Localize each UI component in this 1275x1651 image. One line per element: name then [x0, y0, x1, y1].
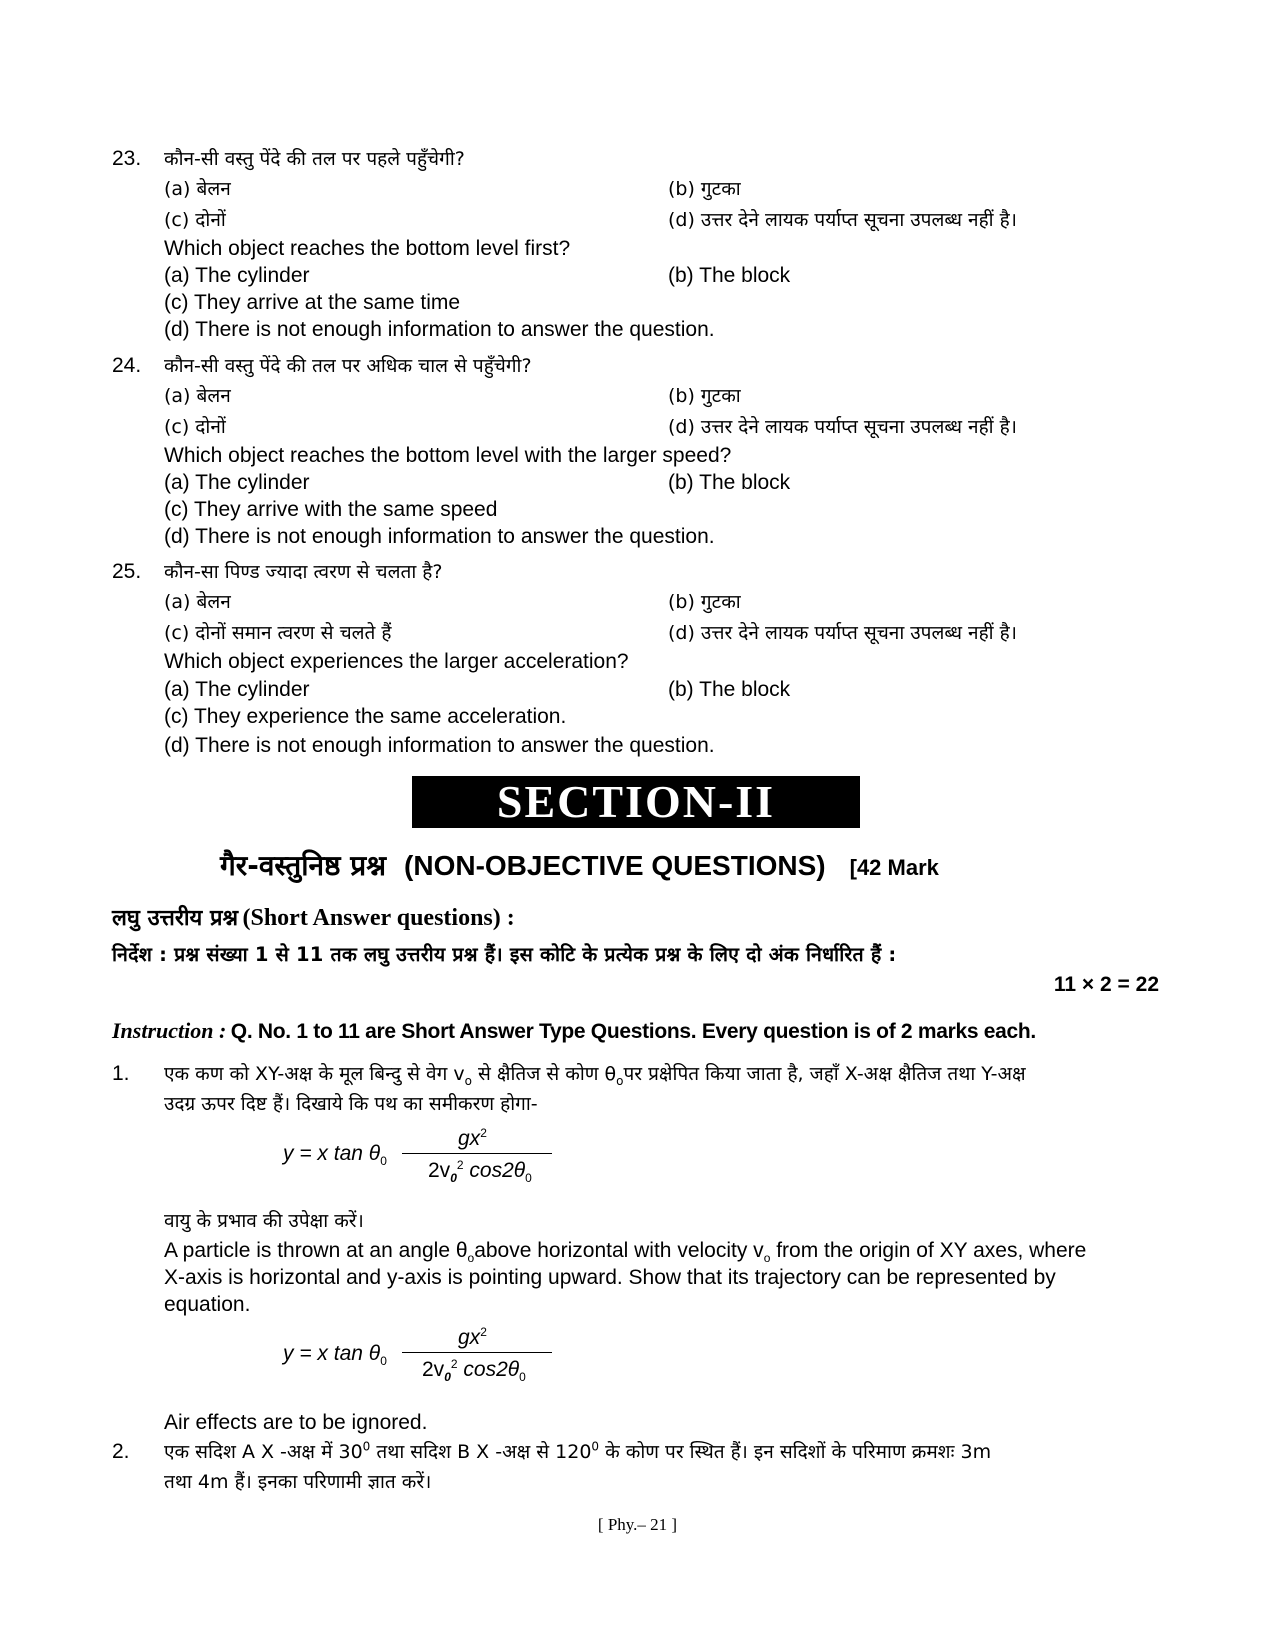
question-english: Which object experiences the larger acceleration? [164, 650, 629, 673]
numerator-text: gx [458, 1326, 481, 1349]
subscript: 0 [519, 1370, 526, 1385]
den-text: cos2θ [469, 1159, 526, 1182]
subscript: 0 [525, 1171, 532, 1186]
option-d-hindi: (d) उत्तर देने लायक पर्याप्त सूचना उपलब्ध नहीं है। [668, 622, 1017, 644]
question-1-english-line2: X-axis is horizontal and y-axis is pointing upward. Show that its trajectory can be represented by [164, 1266, 1056, 1289]
equation-numerator [458, 1126, 487, 1151]
equation-denominator [428, 1158, 532, 1185]
question-1-hindi-line1 [164, 1060, 1160, 1088]
superscript: 2 [480, 1325, 487, 1339]
superscript: 2 [456, 1158, 464, 1172]
question-1-hindi-note: वायु के प्रभाव की उपेक्षा करें। [164, 1210, 364, 1232]
question-2-line2: तथा 4m हैं। इनका परिणामी ज्ञात करें। [164, 1471, 432, 1493]
english-text: above horizontal with velocity v [474, 1239, 764, 1262]
hindi-text: एक कण को XY-अक्ष के मूल बिन्दु से वेग v [164, 1063, 465, 1085]
lhs-text: y = x tan θ [283, 1342, 381, 1365]
short-answer-hindi: लघु उत्तरीय प्रश्न [112, 906, 239, 931]
equation-numerator [458, 1325, 487, 1350]
hindi-text: के कोण पर स्थित हैं। इन सदिशों के परिमाण क्रमशः 3m [605, 1441, 992, 1463]
option-c-hindi: (c) दोनों [164, 416, 226, 438]
option-c-english: (c) They arrive at the same time [164, 291, 461, 314]
option-c-english: (c) They arrive with the same speed [164, 498, 498, 521]
option-b-hindi: (b) गुटका [668, 591, 741, 613]
hindi-text: से क्षैतिज से कोण θ [477, 1063, 617, 1085]
option-a-english: (a) The cylinder [164, 264, 310, 287]
equation-lhs [283, 1342, 387, 1368]
subtitle-english: (NON-OBJECTIVE QUESTIONS) [404, 850, 826, 881]
equation-denominator [422, 1357, 526, 1384]
option-a-english: (a) The cylinder [164, 471, 310, 494]
question-number: 25. [112, 560, 142, 583]
fraction-line [402, 1153, 552, 1154]
option-b-english: (b) The block [668, 678, 791, 701]
option-d-english: (d) There is not enough information to answer the question. [164, 734, 715, 757]
instruction-text: Q. No. 1 to 11 are Short Answer Type Questions. Every question is of 2 marks each. [230, 1020, 1036, 1043]
question-english: Which object reaches the bottom level first? [164, 237, 571, 260]
subscript: o [467, 1251, 475, 1266]
option-c-english: (c) They experience the same acceleration. [164, 705, 567, 728]
question-1-hindi-line2: उदग्र ऊपर दिष्ट हैं। दिखाये कि पथ का समीकरण होगा- [164, 1093, 538, 1115]
marks-formula: 11 × 2 = 22 [1053, 973, 1159, 996]
equation-lhs [283, 1142, 387, 1168]
question-1-english-line3: equation. [164, 1293, 251, 1316]
option-a-english: (a) The cylinder [164, 678, 310, 701]
option-a-hindi: (a) बेलन [164, 385, 231, 407]
lhs-text: y = x tan θ [283, 1142, 381, 1165]
subscript: 0 [444, 1370, 451, 1385]
option-d-hindi: (d) उत्तर देने लायक पर्याप्त सूचना उपलब्ध नहीं है। [668, 416, 1017, 438]
subscript: o [464, 1073, 472, 1088]
question-hindi: कौन-सा पिण्ड ज्यादा त्वरण से चलता है? [164, 561, 443, 583]
short-answer-english: (Short Answer questions) : [242, 905, 515, 931]
superscript: 2 [450, 1357, 458, 1371]
page-footer: [ Phy.– 21 ] [597, 1515, 678, 1534]
den-text: cos2θ [463, 1358, 520, 1381]
short-answer-heading [112, 902, 515, 932]
subtitle-hindi: गैर-वस्तुनिष्ठ प्रश्न [220, 849, 387, 882]
question-number: 23. [112, 147, 142, 170]
question-1-number: 1. [112, 1062, 130, 1085]
option-b-english: (b) The block [668, 264, 791, 287]
section-marks: [42 Mark [849, 855, 939, 880]
question-number: 24. [112, 354, 142, 377]
question-1-english-note: Air effects are to be ignored. [164, 1411, 428, 1434]
option-d-english: (d) There is not enough information to answer the question. [164, 525, 715, 548]
section-title: SECTION-II [412, 776, 860, 828]
question-hindi: कौन-सी वस्तु पेंदे की तल पर पहले पहुँचेगी? [164, 148, 465, 170]
non-objective-heading [220, 846, 939, 884]
subscript: 0 [380, 1154, 387, 1169]
question-hindi: कौन-सी वस्तु पेंदे की तल पर अधिक चाल से पहुँचेगी? [164, 355, 532, 377]
question-2-line1 [164, 1438, 1160, 1464]
hindi-text: तथा सदिश B X -अक्ष से 120 [376, 1441, 592, 1463]
question-2-number: 2. [112, 1440, 130, 1463]
question-english: Which object reaches the bottom level with the larger speed? [164, 444, 732, 467]
den-text: 2v [428, 1159, 451, 1182]
option-d-english: (d) There is not enough information to answer the question. [164, 318, 715, 341]
question-1-english-line1 [164, 1239, 1160, 1265]
option-a-hindi: (a) बेलन [164, 178, 231, 200]
instruction [112, 1018, 1036, 1044]
option-a-hindi: (a) बेलन [164, 591, 231, 613]
superscript: 0 [591, 1439, 600, 1454]
hindi-text: पर प्रक्षेपित किया जाता है, जहाँ X-अक्ष क्षैतिज तथा Y-अक्ष [623, 1063, 1026, 1085]
option-b-hindi: (b) गुटका [668, 385, 741, 407]
option-c-hindi: (c) दोनों समान त्वरण से चलते हैं [164, 622, 392, 644]
superscript: 0 [362, 1439, 371, 1454]
subscript: o [616, 1073, 624, 1088]
option-d-hindi: (d) उत्तर देने लायक पर्याप्त सूचना उपलब्ध नहीं है। [668, 209, 1017, 231]
instruction-label: Instruction : [112, 1018, 227, 1043]
fraction-line [402, 1352, 552, 1353]
direction-hindi: निर्देश : प्रश्न संख्या 1 से 11 तक लघु उत्तरीय प्रश्न हैं। इस कोटि के प्रत्येक प्रश्न के लिए दो अंक निर्धारित हैं : [112, 943, 897, 966]
english-text: from the origin of XY axes, where [770, 1239, 1087, 1262]
option-b-english: (b) The block [668, 471, 791, 494]
numerator-text: gx [458, 1127, 481, 1150]
subscript: o [763, 1251, 771, 1266]
option-b-hindi: (b) गुटका [668, 178, 741, 200]
superscript: 2 [480, 1126, 487, 1140]
subscript: 0 [380, 1354, 387, 1369]
option-c-hindi: (c) दोनों [164, 209, 226, 231]
hindi-text: एक सदिश A X -अक्ष में 30 [164, 1441, 363, 1463]
den-text: 2v [422, 1358, 445, 1381]
english-text: A particle is thrown at an angle θ [164, 1239, 468, 1262]
subscript: 0 [450, 1171, 457, 1186]
